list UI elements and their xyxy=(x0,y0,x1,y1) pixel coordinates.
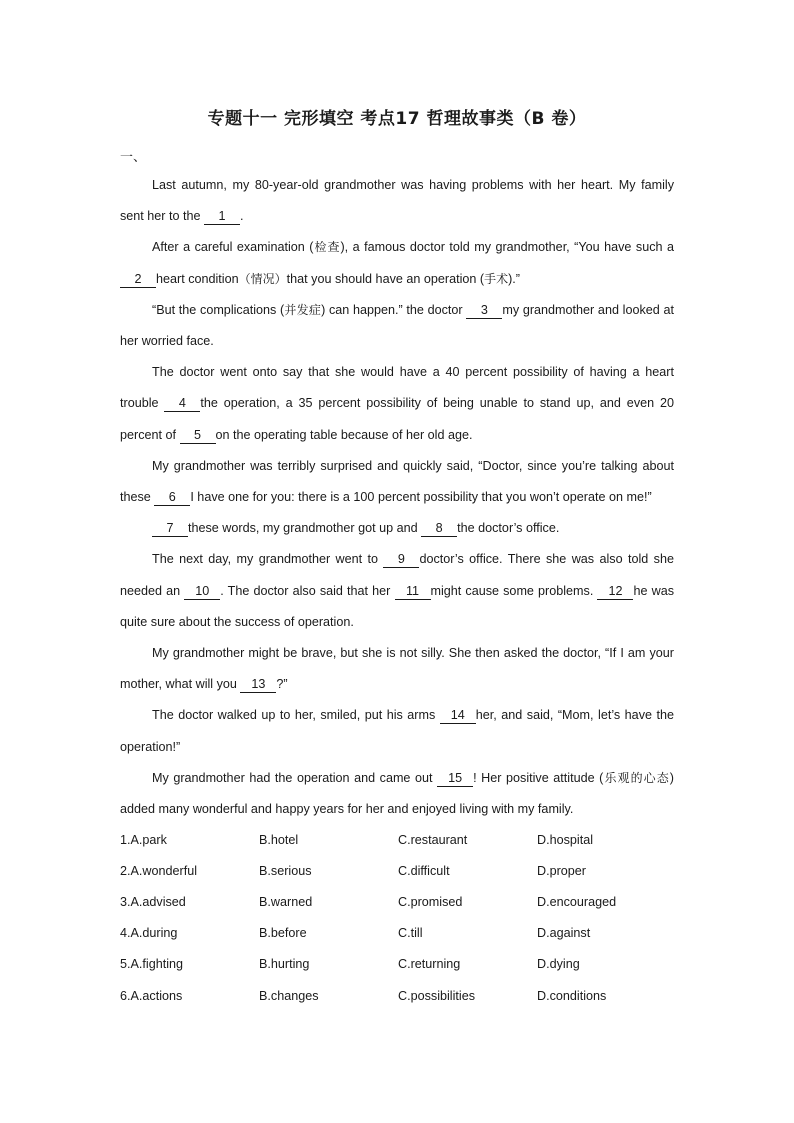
chinese-gloss: 手术 xyxy=(484,271,509,286)
text: . xyxy=(240,209,244,224)
option-row-6 xyxy=(120,980,680,1011)
text: After a careful examination ( xyxy=(152,240,314,255)
option-row-4 xyxy=(120,918,680,949)
paragraph-1 xyxy=(120,170,674,232)
chinese-gloss: 乐观的心态 xyxy=(603,770,670,785)
paragraph-3 xyxy=(120,295,674,357)
text: the doctor’s office. xyxy=(457,521,560,536)
paragraph-8 xyxy=(120,638,674,700)
option[interactable]: B.hurting xyxy=(259,957,310,972)
text: ?” xyxy=(276,677,288,692)
option[interactable]: 3.A.advised xyxy=(120,894,186,909)
text: My grandmother had the operation and came out xyxy=(152,770,438,785)
text: The doctor went onto say that she would have a 40 percent possibility of having a heart trouble xyxy=(120,365,674,411)
text: I have one for you: there is a 100 percent possibility that you won’t operate on me!” xyxy=(190,490,652,505)
option[interactable]: D.proper xyxy=(537,863,586,878)
option[interactable]: C.returning xyxy=(398,957,461,972)
option[interactable]: D.encouraged xyxy=(537,894,617,909)
option[interactable]: D.hospital xyxy=(537,832,594,847)
option[interactable]: D.against xyxy=(537,926,591,941)
blank-7[interactable]: 7 xyxy=(152,521,188,537)
option-row-2 xyxy=(120,855,680,886)
option[interactable]: C.possibilities xyxy=(398,988,475,1003)
option[interactable]: B.hotel xyxy=(259,832,299,847)
text: might cause some problems. xyxy=(430,583,598,598)
text: ) can happen.” the doctor xyxy=(321,302,467,317)
option[interactable]: B.changes xyxy=(259,988,319,1003)
option[interactable]: 5.A.fighting xyxy=(120,957,184,972)
blank-10[interactable]: 10 xyxy=(184,584,220,600)
text: the operation, a 35 percent possibility of being unable to stand up, and even 20 percent of xyxy=(120,396,674,442)
option[interactable]: B.warned xyxy=(259,894,313,909)
text: on the operating table because of her old age. xyxy=(215,427,473,442)
text: that you should have an operation ( xyxy=(286,271,485,286)
text: The next day, my grandmother went to xyxy=(152,552,384,567)
text: ! Her positive attitude ( xyxy=(473,770,604,785)
option[interactable]: D.conditions xyxy=(537,988,607,1003)
text: he was quite sure about the success of operation. xyxy=(120,583,674,629)
option[interactable]: C.difficult xyxy=(398,863,450,878)
option-row-5 xyxy=(120,949,680,980)
option[interactable]: C.restaurant xyxy=(398,832,468,847)
text: her, and said, “Mom, let’s have the operation!” xyxy=(120,708,674,754)
text: . The doctor also said that her xyxy=(220,583,395,598)
text: ), a famous doctor told my grandmother, “You have such a xyxy=(340,240,675,255)
option-row-1 xyxy=(120,824,680,855)
option-row-3 xyxy=(120,886,680,917)
paragraph-9 xyxy=(120,700,674,762)
page-title: 专题十一 完形填空 考点17 哲理故事类（B 卷） xyxy=(207,109,587,129)
text: My grandmother was terribly surprised and quickly said, “Doctor, since you’re talking about these xyxy=(120,458,674,505)
blank-14[interactable]: 14 xyxy=(440,708,476,724)
text: these words, my grandmother got up and xyxy=(188,521,422,536)
blank-6[interactable]: 6 xyxy=(154,490,190,506)
blank-9[interactable]: 9 xyxy=(383,552,419,568)
blank-4[interactable]: 4 xyxy=(164,396,200,412)
option[interactable]: 6.A.actions xyxy=(120,988,183,1003)
option[interactable]: B.serious xyxy=(259,863,312,878)
text: ) added many wonderful and happy years for her and enjoyed living with my family. xyxy=(120,770,674,817)
text: doctor’s office. There she was also told she needed an xyxy=(120,552,674,598)
section-number: 一、 xyxy=(120,150,147,165)
blank-15[interactable]: 15 xyxy=(437,771,473,787)
text: heart condition xyxy=(156,271,239,286)
option[interactable]: D.dying xyxy=(537,957,580,972)
text: The doctor walked up to her, smiled, put his arms xyxy=(152,708,440,723)
text: my grandmother and looked at her worried face. xyxy=(120,302,674,349)
blank-8[interactable]: 8 xyxy=(421,521,457,537)
chinese-gloss: （情况） xyxy=(238,271,287,286)
blank-12[interactable]: 12 xyxy=(597,584,633,600)
chinese-gloss: 并发症 xyxy=(284,302,322,317)
answer-options xyxy=(120,824,680,1011)
paragraph-5 xyxy=(120,451,674,513)
paragraph-2 xyxy=(120,232,674,294)
blank-3[interactable]: 3 xyxy=(466,303,502,319)
option[interactable]: B.before xyxy=(259,926,307,941)
option[interactable]: 1.A.park xyxy=(120,832,167,847)
text: Last autumn, my 80-year-old grandmother was having problems with her heart. My family sent her to the xyxy=(120,178,674,224)
option[interactable]: C.promised xyxy=(398,894,463,909)
text: “But the complications ( xyxy=(152,302,285,317)
option[interactable]: 2.A.wonderful xyxy=(120,863,198,878)
text: My grandmother might be brave, but she is not silly. She then asked the doctor, “If I am your mother, what will you xyxy=(120,646,674,692)
paragraph-6 xyxy=(120,513,674,544)
chinese-gloss: 检查 xyxy=(313,240,341,255)
paragraph-4 xyxy=(120,357,674,451)
cloze-passage xyxy=(120,170,674,825)
blank-2[interactable]: 2 xyxy=(120,272,156,288)
option[interactable]: C.till xyxy=(398,926,423,941)
paragraph-7 xyxy=(120,544,674,638)
blank-5[interactable]: 5 xyxy=(180,428,216,444)
option[interactable]: 4.A.during xyxy=(120,926,178,941)
blank-11[interactable]: 11 xyxy=(395,584,431,600)
blank-1[interactable]: 1 xyxy=(204,209,240,225)
paragraph-10 xyxy=(120,763,674,825)
blank-13[interactable]: 13 xyxy=(240,677,276,693)
text: ).” xyxy=(508,271,520,286)
